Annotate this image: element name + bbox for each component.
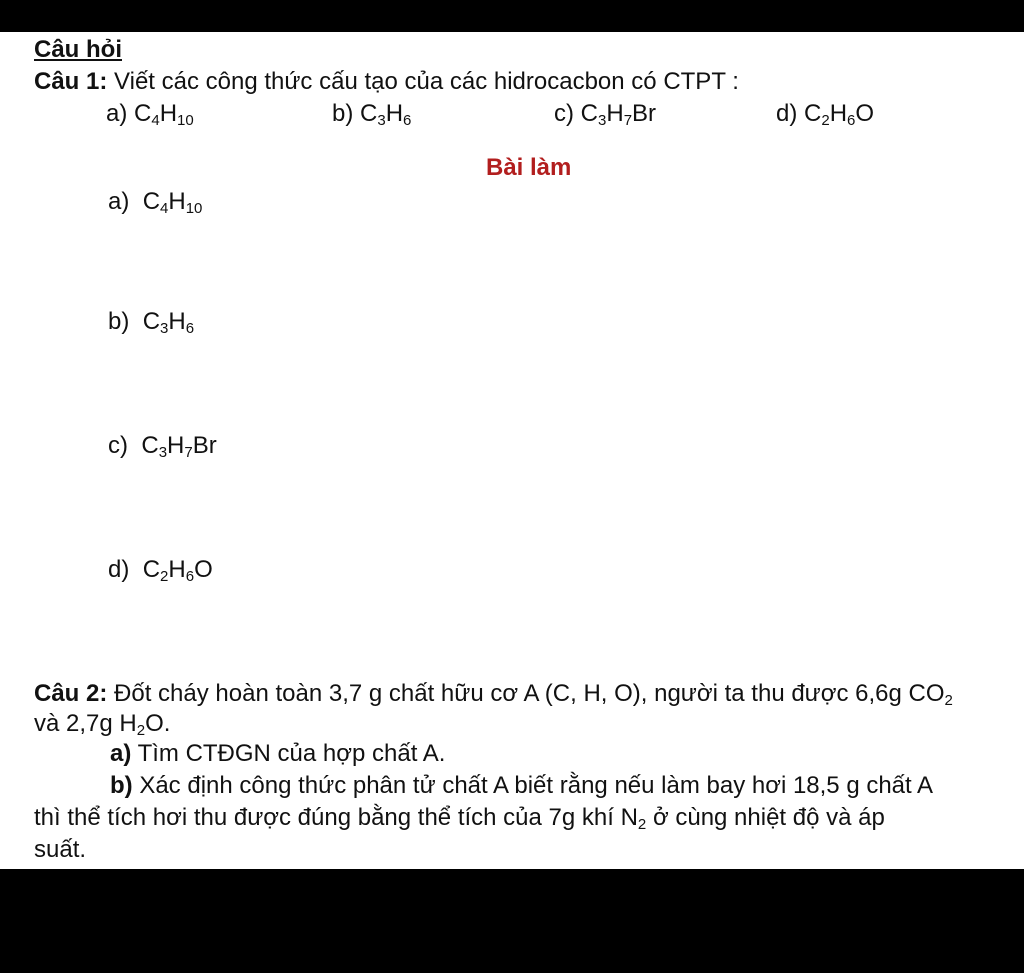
- answer-item-c: c) $C_3H_7Br$: [108, 432, 217, 461]
- bottom-black-border: [0, 869, 1024, 973]
- question-2-line-2: và 2,7g $H_2O$.: [34, 710, 171, 739]
- question-1: [34, 68, 739, 96]
- formula: $C_3H_7Br$: [580, 100, 657, 129]
- q1-option-d: d) $C_2H_6O$: [776, 100, 875, 129]
- document-page: [0, 32, 1024, 869]
- answer-item-d: d) $C_2H_6O$: [108, 556, 213, 585]
- q1-option-c: c) $C_3H_7Br$: [554, 100, 657, 129]
- question-2-label: Câu 2:: [34, 680, 108, 707]
- question-2-part-b: b) Xác định công thức phân tử chất A biết rằng nếu làm bay hơi 18,5 g chất A: [110, 772, 934, 799]
- answer-heading: Bài làm: [486, 154, 572, 181]
- q1-option-b: b) $C_3H_6$: [332, 100, 412, 129]
- question-1-text: Viết các công thức cấu tạo của các hidrocacbon có CTPT :: [114, 68, 739, 95]
- formula: $C_3H_6$: [142, 308, 195, 337]
- formula: $C_4H_{10}$: [142, 188, 203, 217]
- formula: $C_3H_7Br$: [141, 432, 217, 461]
- formula: $C_4H_{10}$: [134, 100, 194, 129]
- formula: $C_2H_6O$: [142, 556, 213, 585]
- question-1-label: Câu 1:: [34, 68, 108, 95]
- formula: $C_2H_6O$: [804, 100, 875, 129]
- formula: $C_3H_6$: [360, 100, 412, 129]
- question-2-line-1: Câu 2: Đốt cháy hoàn toàn 3,7 g chất hữu cơ A (C, H, O), người ta thu được 6,6g $CO_2$: [34, 680, 953, 709]
- question-2-line-6: suất.: [34, 836, 87, 863]
- question-2-part-a: a) Tìm CTĐGN của hợp chất A.: [110, 740, 446, 767]
- section-heading: Câu hỏi: [34, 36, 122, 63]
- answer-item-b: b) $C_3H_6$: [108, 308, 195, 337]
- answer-item-a: a) $C_4H_{10}$: [108, 188, 203, 217]
- q1-option-a: a) $C_4H_{10}$: [106, 100, 194, 129]
- top-black-border: [0, 0, 1024, 32]
- question-2-line-5: thì thể tích hơi thu được đúng bằng thể tích của 7g khí $N_2$ ở cùng nhiệt độ và áp: [34, 804, 885, 833]
